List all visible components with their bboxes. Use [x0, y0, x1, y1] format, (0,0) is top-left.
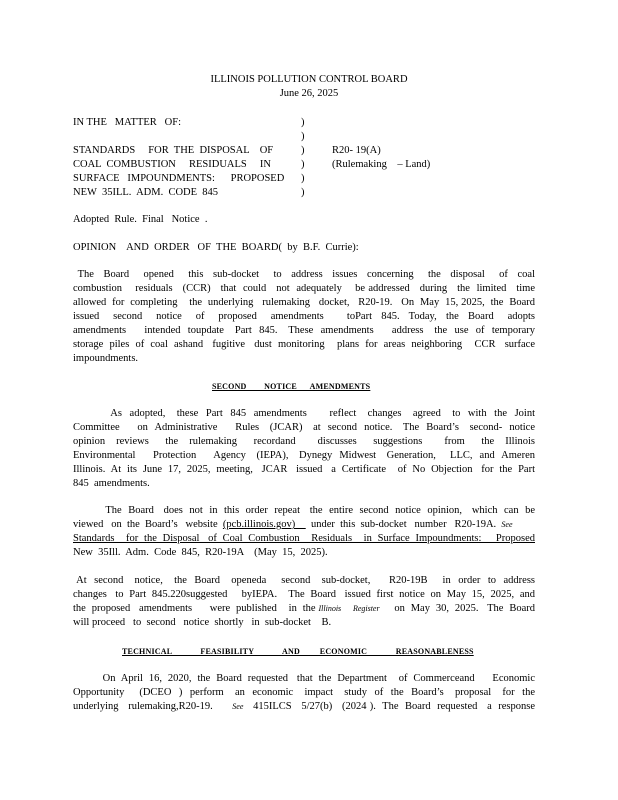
see-signal: See — [232, 702, 244, 711]
adopted-note: Adopted Rule. Final Notice . — [73, 214, 208, 225]
text-line: will proceed to second notice shortly in sub-docket B. — [73, 617, 332, 628]
text-line: Environmental Protection Agency (IEPA), Dynegy Midwest Generation, LLC, and Ameren — [73, 450, 535, 461]
caption-parens — [301, 116, 305, 200]
text-line: allowed for completing the underlying rulemaking docket, R20-19. On May 15, 2025, the Board — [73, 297, 535, 308]
text-line: The Board does not in this order repeat the entire second notice opinion, which can be — [73, 505, 535, 516]
text-line: As adopted, these Part 845 amendments reflect changes agreed to with the Joint — [73, 408, 535, 419]
text-line: opinion reviews the rulemaking recordand discusses suggestions from the Illinois — [73, 436, 535, 447]
caption-paren: ) — [301, 173, 305, 184]
website-link[interactable]: (pcb.illinois.gov) — [222, 519, 306, 530]
text-line: Illinois. At its June 17, 2025, meeting, JCAR issued a Certificate of No Objection for the Part — [73, 464, 535, 475]
paragraph-intro — [73, 268, 535, 366]
caption-paren: ) — [301, 187, 305, 198]
text-line: storage piles of coal ashand fugitive dust monitoring plans for areas neighboring CCR surface — [73, 339, 535, 350]
text-line: issued second notice of proposed amendments toPart 845. Today, the Board adopts — [73, 311, 535, 322]
text-fragment: on May 30, 2025. The Board — [379, 603, 535, 614]
citation-line: New 35Ill. Adm. Code 845, R20-19A (May 15, 2025). — [73, 547, 328, 558]
document-date: June 26, 2025 — [279, 88, 339, 99]
caption-paren: ) — [301, 131, 305, 142]
caption-title — [73, 144, 288, 200]
text-fragment: underlying rulemaking,R20-19. — [73, 701, 233, 712]
citation-line: Standards for the Disposal of Coal Combustion Residuals in Surface Impoundments: Proposed — [73, 533, 535, 544]
caption-title-line: SURFACE IMPOUNDMENTS: PROPOSED — [73, 173, 285, 184]
paragraph-economic-study — [73, 672, 535, 714]
text-line: Committee on Administrative Rules (JCAR) at second notice. The Board’s second- notice — [73, 422, 535, 433]
text-fragment: 415ILCS 5/27(b) (2024 ). The Board requested a response — [243, 701, 536, 712]
paragraph-second-notice — [73, 407, 535, 491]
text-line: amendments intended toupdate Part 845. These amendments address the use of temporary — [73, 325, 535, 336]
caption-title-line: NEW 35ILL. ADM. CODE 845 — [73, 187, 219, 198]
caption-paren: ) — [301, 117, 305, 128]
text-line: 845 amendments. — [73, 478, 150, 489]
docket-type: (Rulemaking – Land) — [332, 159, 431, 170]
text-line: Opportunity (DCEO ) perform an economic impact study of the Board’s proposal for the — [73, 687, 535, 698]
register-name: Illinois — [318, 604, 342, 613]
text-fragment: viewed on the Board’s website — [73, 519, 223, 530]
caption-paren: ) — [301, 159, 305, 170]
section-heading-second-notice: SECOND NOTICE AMENDMENTS — [212, 382, 371, 391]
text-line: The Board opened this sub-docket to address issues concerning the disposal of coal — [73, 269, 535, 280]
board-name: ILLINOIS POLLUTION CONTROL BOARD — [210, 74, 408, 85]
text-line: combustion residuals (CCR) that could not adequately be addressed during the limited time — [73, 283, 535, 294]
text-line — [73, 602, 535, 616]
text-line: On April 16, 2020, the Board requested that the Department of Commerceand Economic — [73, 673, 535, 684]
caption-paren: ) — [301, 145, 305, 156]
caption-matter: IN THE MATTER OF: — [73, 117, 182, 128]
text-line: impoundments. — [73, 353, 139, 364]
text-line — [73, 518, 535, 532]
caption-title-line: STANDARDS FOR THE DISPOSAL OF — [73, 145, 274, 156]
text-line — [73, 700, 535, 714]
see-signal: See — [501, 520, 513, 529]
opinion-heading: OPINION AND ORDER OF THE BOARD( by B.F. Currie): — [73, 242, 359, 253]
text-line: At second notice, the Board openeda second sub-docket, R20-19B in order to address — [73, 575, 535, 586]
text-line: changes to Part 845.220suggested byIEPA. The Board issued first notice on May 15, 2025, and — [73, 589, 535, 600]
register-name: Register — [352, 604, 380, 613]
caption-title-line: COAL COMBUSTION RESIDUALS IN — [73, 159, 271, 170]
section-heading-technical: TECHNICAL FEASIBILITY AND ECONOMIC REASONABLENESS — [122, 647, 474, 656]
text-fragment: the proposed amendments were published in the — [73, 603, 319, 614]
docket-number: R20- 19(A) — [332, 145, 381, 156]
paragraph-website — [73, 504, 535, 560]
text-fragment: under this sub-docket number R20-19A. — [305, 519, 502, 530]
paragraph-sub-docket-b — [73, 574, 535, 630]
